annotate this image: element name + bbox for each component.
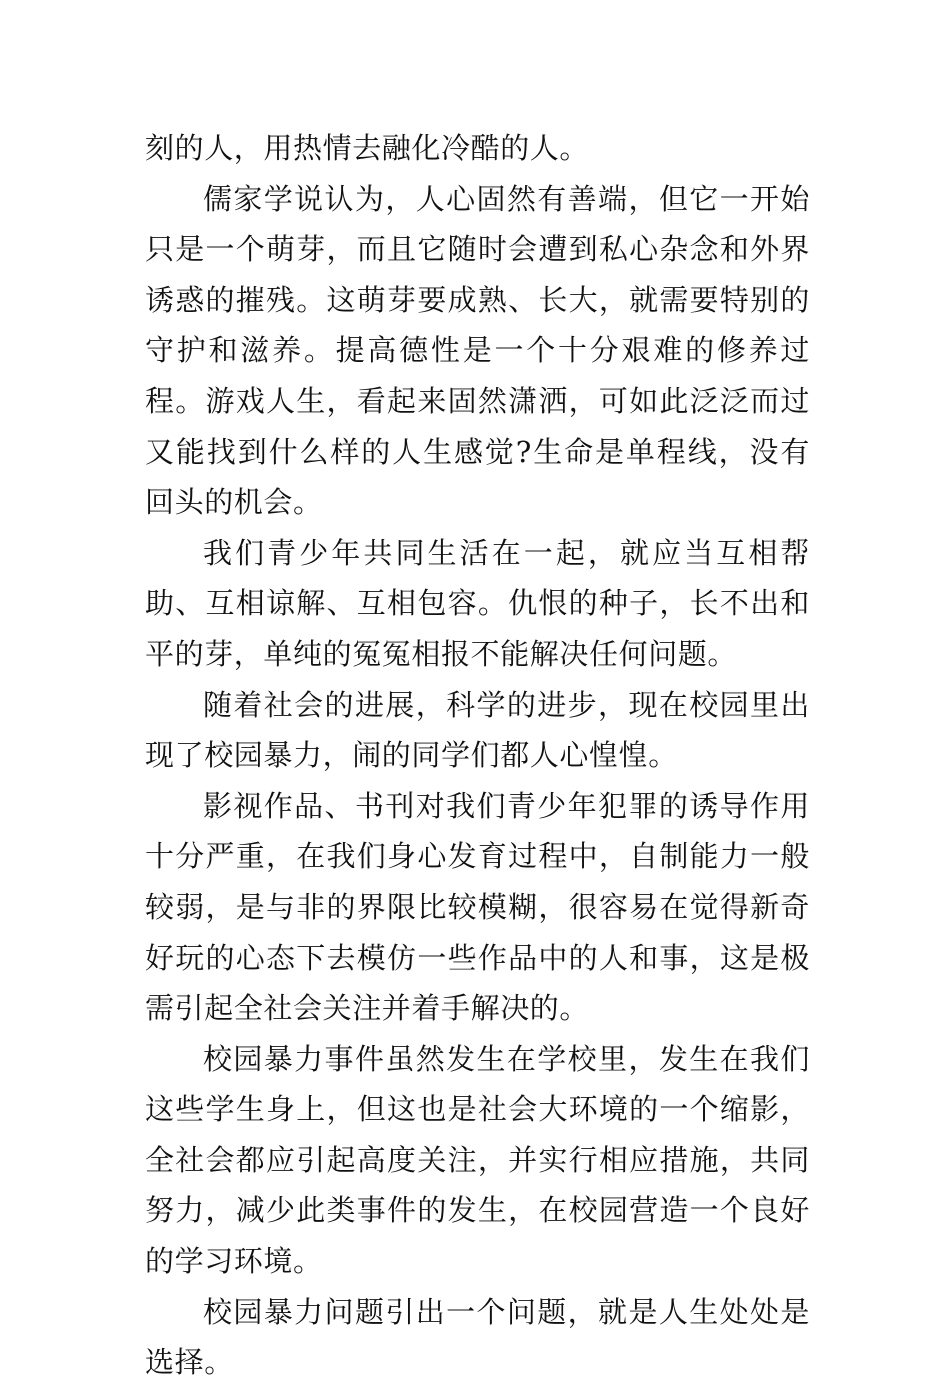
paragraph: 我们青少年共同生活在一起，就应当互相帮助、互相谅解、互相包容。仇恨的种子，长不出和平的芽，单纯的冤冤相报不能解决任何问题。 <box>145 535 810 671</box>
paragraph: 校园暴力事件虽然发生在学校里，发生在我们这些学生身上，但这也是社会大环境的一个缩影，全社会都应引起高度关注，并实行相应措施，共同努力，减少此类事件的发生，在校园营造一个良好的学习环境。 <box>145 1041 810 1279</box>
paragraph-continuation: 刻的人，用热情去融化冷酷的人。 <box>145 131 590 165</box>
paragraph: 随着社会的进展，科学的进步，现在校园里出现了校园暴力，闹的同学们都人心惶惶。 <box>145 687 810 773</box>
paragraph: 影视作品、书刊对我们青少年犯罪的诱导作用十分严重，在我们身心发育过程中，自制能力一般较弱，是与非的界限比较模糊，很容易在觉得新奇好玩的心态下去模仿一些作品中的人和事，这是极需引起全社会关注并着手解决的。 <box>145 788 810 1026</box>
paragraph: 校园暴力问题引出一个问题，就是人生处处是选择。 <box>145 1294 810 1380</box>
document-body <box>145 123 810 1388</box>
paragraph: 儒家学说认为，人心固然有善端，但它一开始只是一个萌芽，而且它随时会遭到私心杂念和外界诱惑的摧残。这萌芽要成熟、长大，就需要特别的守护和滋养。提高德性是一个十分艰难的修养过程。游戏人生，看起来固然潇洒，可如此泛泛而过又能找到什么样的人生感觉?生命是单程线，没有回头的机会。 <box>145 181 810 520</box>
